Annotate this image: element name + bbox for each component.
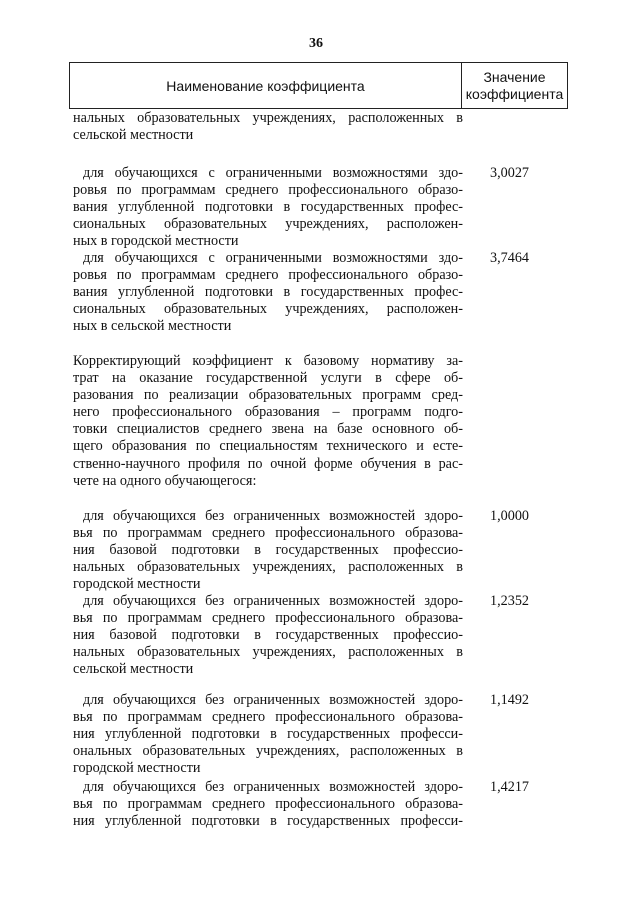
- text-line: нальных образовательных учреждениях, расположенных в: [73, 559, 463, 576]
- text-line: него профессионального образования – программ подго-: [73, 404, 463, 421]
- text-line: вья по программам среднего профессионального образова-: [73, 610, 463, 627]
- text-line: ональных образовательных учреждениях, расположенных в: [73, 743, 463, 760]
- text-line: городской местности: [73, 576, 201, 593]
- text-line: для обучающихся с ограниченными возможностями здо-: [83, 165, 463, 181]
- coefficient-value: 1,4217: [490, 779, 530, 795]
- text-line: щего образования по специальностям технического и есте-: [73, 438, 463, 455]
- table-row: [73, 508, 463, 593]
- coefficient-value: 3,7464: [490, 250, 530, 266]
- table-row: [73, 779, 463, 830]
- text-line: для обучающихся без ограниченных возможностей здоро-: [83, 779, 463, 795]
- text-line: городской местности: [73, 760, 201, 777]
- table-row: [73, 692, 463, 777]
- table-row: [73, 593, 463, 678]
- text-line: для обучающихся с ограниченными возможностями здо-: [83, 250, 463, 266]
- section-heading: [73, 353, 463, 490]
- header-value-column: [462, 63, 567, 108]
- text-line: для обучающихся без ограниченных возможностей здоро-: [83, 593, 463, 609]
- text-line: ровья по программам среднего профессионального образо-: [73, 267, 463, 284]
- text-line: сиональных образовательных учреждениях, расположен-: [73, 301, 463, 318]
- text-line: чете на одного обучающегося:: [73, 472, 257, 489]
- coefficient-value: 1,0000: [490, 508, 530, 524]
- text-line: сиональных образовательных учреждениях, расположен-: [73, 216, 463, 233]
- table-row: [73, 250, 463, 335]
- coefficient-value: 3,0027: [490, 165, 530, 181]
- header-value-line2: коэффициента: [465, 85, 564, 102]
- table-row-continuation: [73, 110, 463, 144]
- text-line: ных в городской местности: [73, 233, 239, 250]
- header-value-line1: Значение: [483, 68, 546, 85]
- text-line: сельской местности: [73, 661, 194, 678]
- text-line: вья по программам среднего профессионального образова-: [73, 709, 463, 726]
- table-header: [69, 62, 568, 109]
- text-line: вания углубленной подготовки в государственных профес-: [73, 199, 463, 216]
- text-line: ния углубленной подготовки в государственных професси-: [73, 813, 463, 830]
- text-line: для обучающихся без ограниченных возможностей здоро-: [83, 508, 463, 524]
- text-line: сельской местности: [73, 127, 194, 144]
- text-line: товки специалистов среднего звена на базе основного об-: [73, 421, 463, 438]
- text-line: вания углубленной подготовки в государственных профес-: [73, 284, 463, 301]
- text-line: нальных образовательных учреждениях, расположенных в: [73, 110, 463, 126]
- page-number: 36: [309, 36, 323, 51]
- text-line: для обучающихся без ограниченных возможностей здоро-: [83, 692, 463, 708]
- text-line: вья по программам среднего профессионального образова-: [73, 796, 463, 813]
- text-line: разования по реализации образовательных программ сред-: [73, 387, 463, 404]
- coefficient-value: 1,1492: [490, 692, 530, 708]
- text-line: ственно-научного профиля по очной форме обучения в рас-: [73, 455, 463, 472]
- text-line: нальных образовательных учреждениях, расположенных в: [73, 644, 463, 661]
- coefficient-value: 1,2352: [490, 593, 530, 609]
- text-line: ния углубленной подготовки в государственных професси-: [73, 726, 463, 743]
- text-line: трат на оказание государственной услуги в сфере об-: [73, 370, 463, 387]
- text-line: Корректирующий коэффициент к базовому нормативу за-: [73, 353, 463, 369]
- text-line: ровья по программам среднего профессионального образо-: [73, 182, 463, 199]
- text-line: ных в сельской местности: [73, 318, 232, 335]
- table-row: [73, 165, 463, 250]
- text-line: ния базовой подготовки в государственных профессио-: [73, 627, 463, 644]
- text-line: вья по программам среднего профессионального образова-: [73, 525, 463, 542]
- header-name-column: Наименование коэффициента: [70, 63, 462, 108]
- text-line: ния базовой подготовки в государственных профессио-: [73, 542, 463, 559]
